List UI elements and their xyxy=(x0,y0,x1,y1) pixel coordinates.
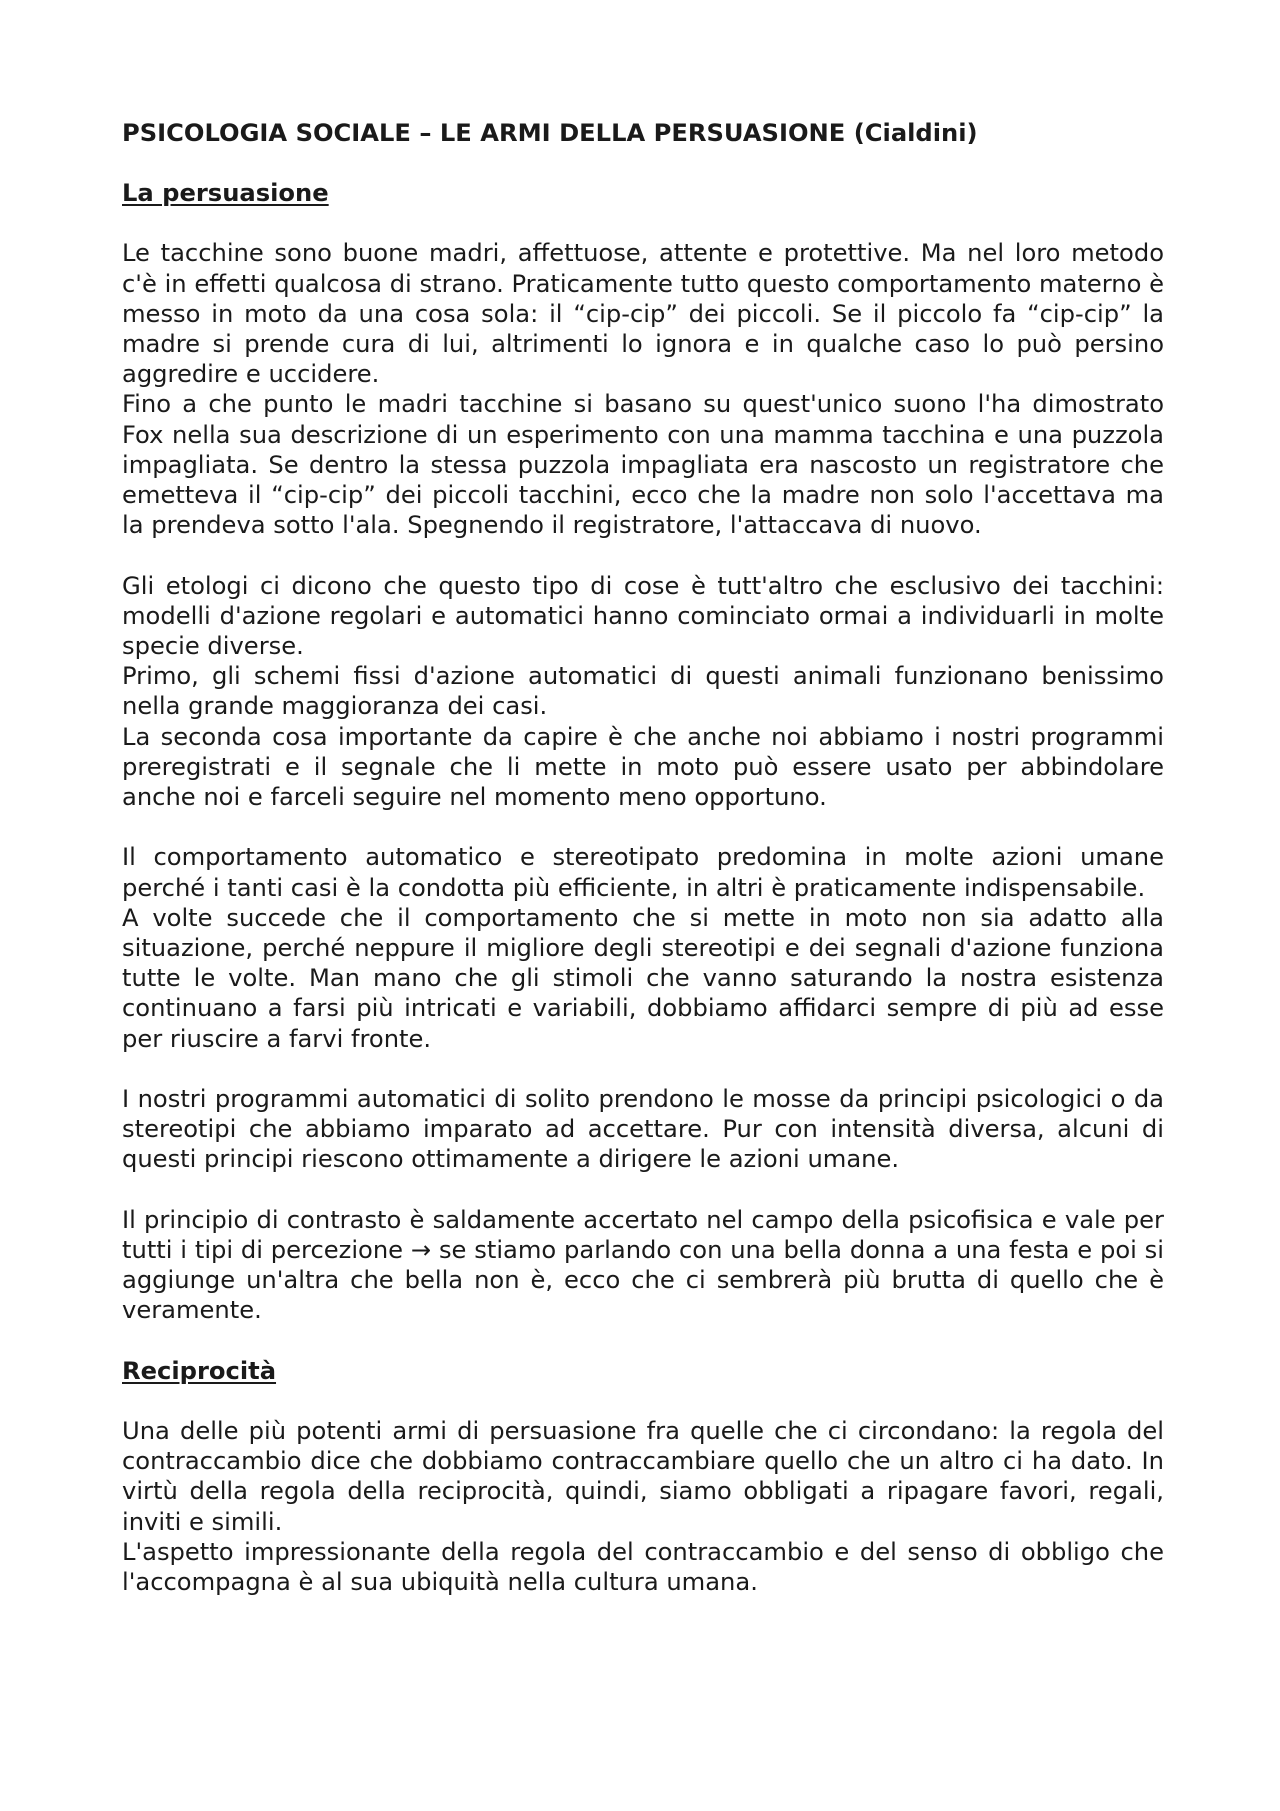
paragraph: A volte succede che il comportamento che si mette in moto non sia adatto alla situazione, perché neppure il migliore degli stereotipi e dei segnali d'azione funziona tutte le volte. Man mano che gli stimoli che vanno saturando la nostra esistenza continuano a farsi più intricati e variabili, dobbiamo affidarci sempre di più ad esse per riuscire a farvi fronte. xyxy=(122,903,1164,1053)
paragraph: Il comportamento automatico e stereotipato predomina in molte azioni umane perché i tanti casi è la condotta più efficiente, in altri è praticamente indispensabile. xyxy=(122,843,1164,902)
paragraph: Le tacchine sono buone madri, affettuose, attente e protettive. Ma nel loro metodo c'è in effetti qualcosa di strano. Praticamente tutto questo comportamento materno è messo in moto da una cosa sola: il “cip-cip” dei piccoli. Se il piccolo fa “cip-cip” la madre si prende cura di lui, altrimenti lo ignora e in qualche caso lo può persino aggredire e uccidere. xyxy=(122,239,1164,389)
document-page xyxy=(122,118,1164,1597)
paragraph: L'aspetto impressionante della regola del contraccambio e del senso di obbligo che l'accompagna è al sua ubiquità nella cultura umana. xyxy=(122,1537,1164,1597)
paragraph-spacer xyxy=(122,812,1164,842)
paragraph: Una delle più potenti armi di persuasione fra quelle che ci circondano: la regola del contraccambio dice che dobbiamo contraccambiare quello che un altro ci ha dato. In virtù della regola della reciprocità, quindi, siamo obbligati a ripagare favori, regali, inviti e simili. xyxy=(122,1417,1164,1536)
paragraph-spacer xyxy=(122,1175,1164,1205)
paragraph-spacer xyxy=(122,540,1164,570)
section-heading-text: Reciprocità xyxy=(122,1356,277,1385)
section-heading-text: La persuasione xyxy=(122,179,329,208)
paragraph: I nostri programmi automatici di solito prendono le mosse da principi psicologici o da stereotipi che abbiamo imparato ad accettare. Pur con intensità diversa, alcuni di questi principi riescono ottimamente a dirigere le azioni umane. xyxy=(122,1085,1164,1174)
paragraph-spacer xyxy=(122,1326,1164,1356)
paragraph-spacer xyxy=(122,1054,1164,1084)
paragraph: Primo, gli schemi fissi d'azione automatici di questi animali funzionano benissimo nella grande maggioranza dei casi. xyxy=(122,662,1164,721)
section-heading-reciprocita xyxy=(122,1356,1164,1386)
paragraph: La seconda cosa importante da capire è che anche noi abbiamo i nostri programmi preregistrati e il segnale che li mette in moto può essere usato per abbindolare anche noi e farceli seguire nel momento meno opportuno. xyxy=(122,722,1164,812)
paragraph: Il principio di contrasto è saldamente accertato nel campo della psicofisica e vale per tutti i tipi di percezione → se stiamo parlando con una bella donna a una festa e poi si aggiunge un'altra che bella non è, ecco che ci sembrerà più brutta di quello che è veramente. xyxy=(122,1205,1164,1325)
paragraph: Fino a che punto le madri tacchine si basano su quest'unico suono l'ha dimostrato Fox nella sua descrizione di un esperimento con una mamma tacchina e una puzzola impagliata. Se dentro la stessa puzzola impagliata era nascosto un registratore che emetteva il “cip-cip” dei piccoli tacchini, ecco che la madre non solo l'accettava ma la prendeva sotto l'ala. Spegnendo il registratore, l'attaccava di nuovo. xyxy=(122,390,1164,540)
section-heading-persuasione xyxy=(122,178,1164,208)
paragraph: Gli etologi ci dicono che questo tipo di cose è tutt'altro che esclusivo dei tacchini: modelli d'azione regolari e automatici hanno cominciato ormai a individuarli in molte specie diverse. xyxy=(122,571,1164,661)
document-title: PSICOLOGIA SOCIALE – LE ARMI DELLA PERSUASIONE (Cialdini) xyxy=(122,119,978,147)
